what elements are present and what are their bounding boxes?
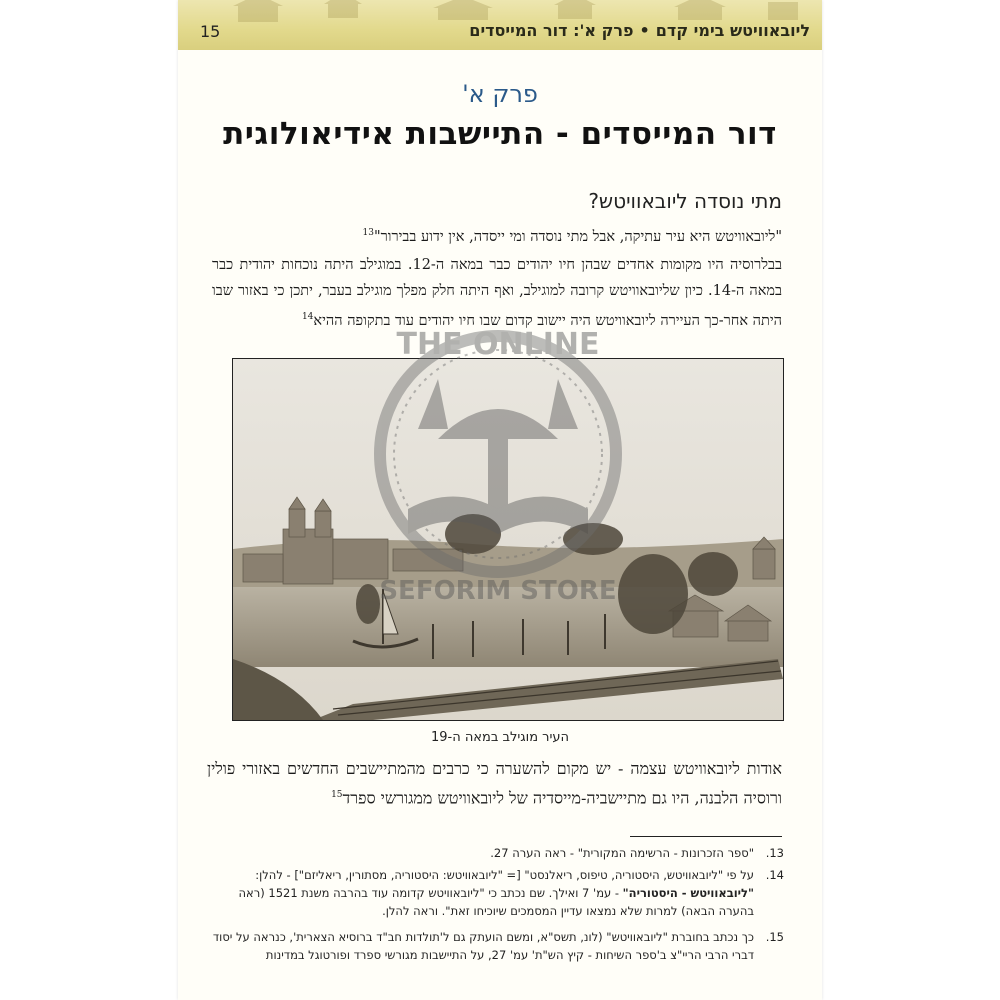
paragraph-1-text: בבלרוסיה היו מקומות אחדים שבהן חיו יהודים כבר במאה ה-12. במוגילב היתה נוכחות יהודית כבר במאה ה-14. כיון שליובאוויטש קרובה למוגילב, ואף היתה חלק מפלך מוגילב בעבר, יתכן כי באזור שבו היתה אחר-כך העיירה ליובאוויטש היה יישוב קדום שבו חיו יהודים עוד בתקופה ההיא [212, 257, 782, 329]
footnote-13-number: 13. [765, 846, 784, 860]
quote-text: "ליובאוויטש היא עיר עתיקה, אבל מתי נוסדה ומי ייסדה, אין ידוע בבירור" [373, 228, 782, 245]
section-heading: מתי נוסדה ליובאוויטש? [588, 189, 782, 213]
mogilev-engraving [233, 327, 783, 720]
footnote-ref-14: 14 [301, 312, 314, 322]
body-paragraph-1 [212, 252, 782, 334]
chapter-running-title: פרק א': דור המייסדים [469, 21, 634, 40]
book-page [178, 0, 822, 1000]
footnote-13 [206, 844, 782, 862]
opening-quote [212, 220, 782, 250]
footnote-ref-13: 13 [362, 228, 374, 238]
footnote-divider [630, 836, 782, 837]
footnote-14-part-1: על פי "ליובאוויטש, היסטוריה, טיפוס, ריאלנסט" [= "ליובאוויטש: היסטוריה, מסתורין, ריאליזם"] - להלן: [255, 868, 754, 882]
chapter-title: דור המייסדים - התיישבות אידיאולוגית [223, 116, 777, 152]
footnote-15-text: כך נכתב בחוברת "ליובאוויטש" (לונ, תשס"א, ומשם הועתק גם ל'תולדות חב"ד ברוסיא הצארית', כנראה על יסוד דברי הרבי הריי"צ ב'ספר השיחות - קיץ הש"ת' עמ' 27, על התיישבות מגורשי ספרד ופורטוגל במדינות [212, 930, 754, 962]
watermark-text-bottom: SEFORIM STORE [379, 576, 617, 606]
footnote-14-part-2: - עמ' 7 ואילך. שם נכתב כי "ליובאוויטש קדומה עוד בהרבה משנת 1521 (ראה בהערה הבאה) למרות שלא נמצאו עדיין המסמכים שיוכיחו זאת". וראה להלן. [238, 886, 754, 918]
footnote-14 [206, 866, 782, 920]
header-separator: • [639, 21, 650, 40]
footnote-13-text: "ספר הזכרונות - הרשימה המקורית" - ראה הערה 27. [490, 846, 754, 860]
footnote-14-bold: "ליובאוויטש - היסטוריה" [622, 886, 754, 900]
historical-illustration [232, 327, 784, 721]
figure-caption: העיר מוגילב במאה ה-19 [430, 730, 570, 745]
page-header [178, 0, 822, 50]
footnote-14-text [206, 866, 782, 920]
running-header [469, 21, 810, 40]
chapter-label: פרק א' [462, 80, 538, 108]
page-number: 15 [200, 22, 221, 41]
footnote-15-number: 15. [765, 930, 784, 944]
paragraph-2-text: אודות ליובאוויטש עצמה - יש מקום להשערה כי כרבים מהמתיישבים החדשים באזורי פולין ורוסיה הלבנה, היו גם מתיישביה-מייסדיה של ליובאוויטש ממגורשי ספרד [207, 759, 782, 808]
footnote-15 [206, 928, 782, 964]
footnote-14-number: 14. [765, 868, 784, 882]
watermark-text-top: THE ONLINE [396, 327, 600, 362]
book-title: ליובאוויטש בימי קדם [655, 21, 810, 40]
body-paragraph-2 [207, 756, 782, 811]
footnote-ref-15: 15 [331, 790, 343, 800]
